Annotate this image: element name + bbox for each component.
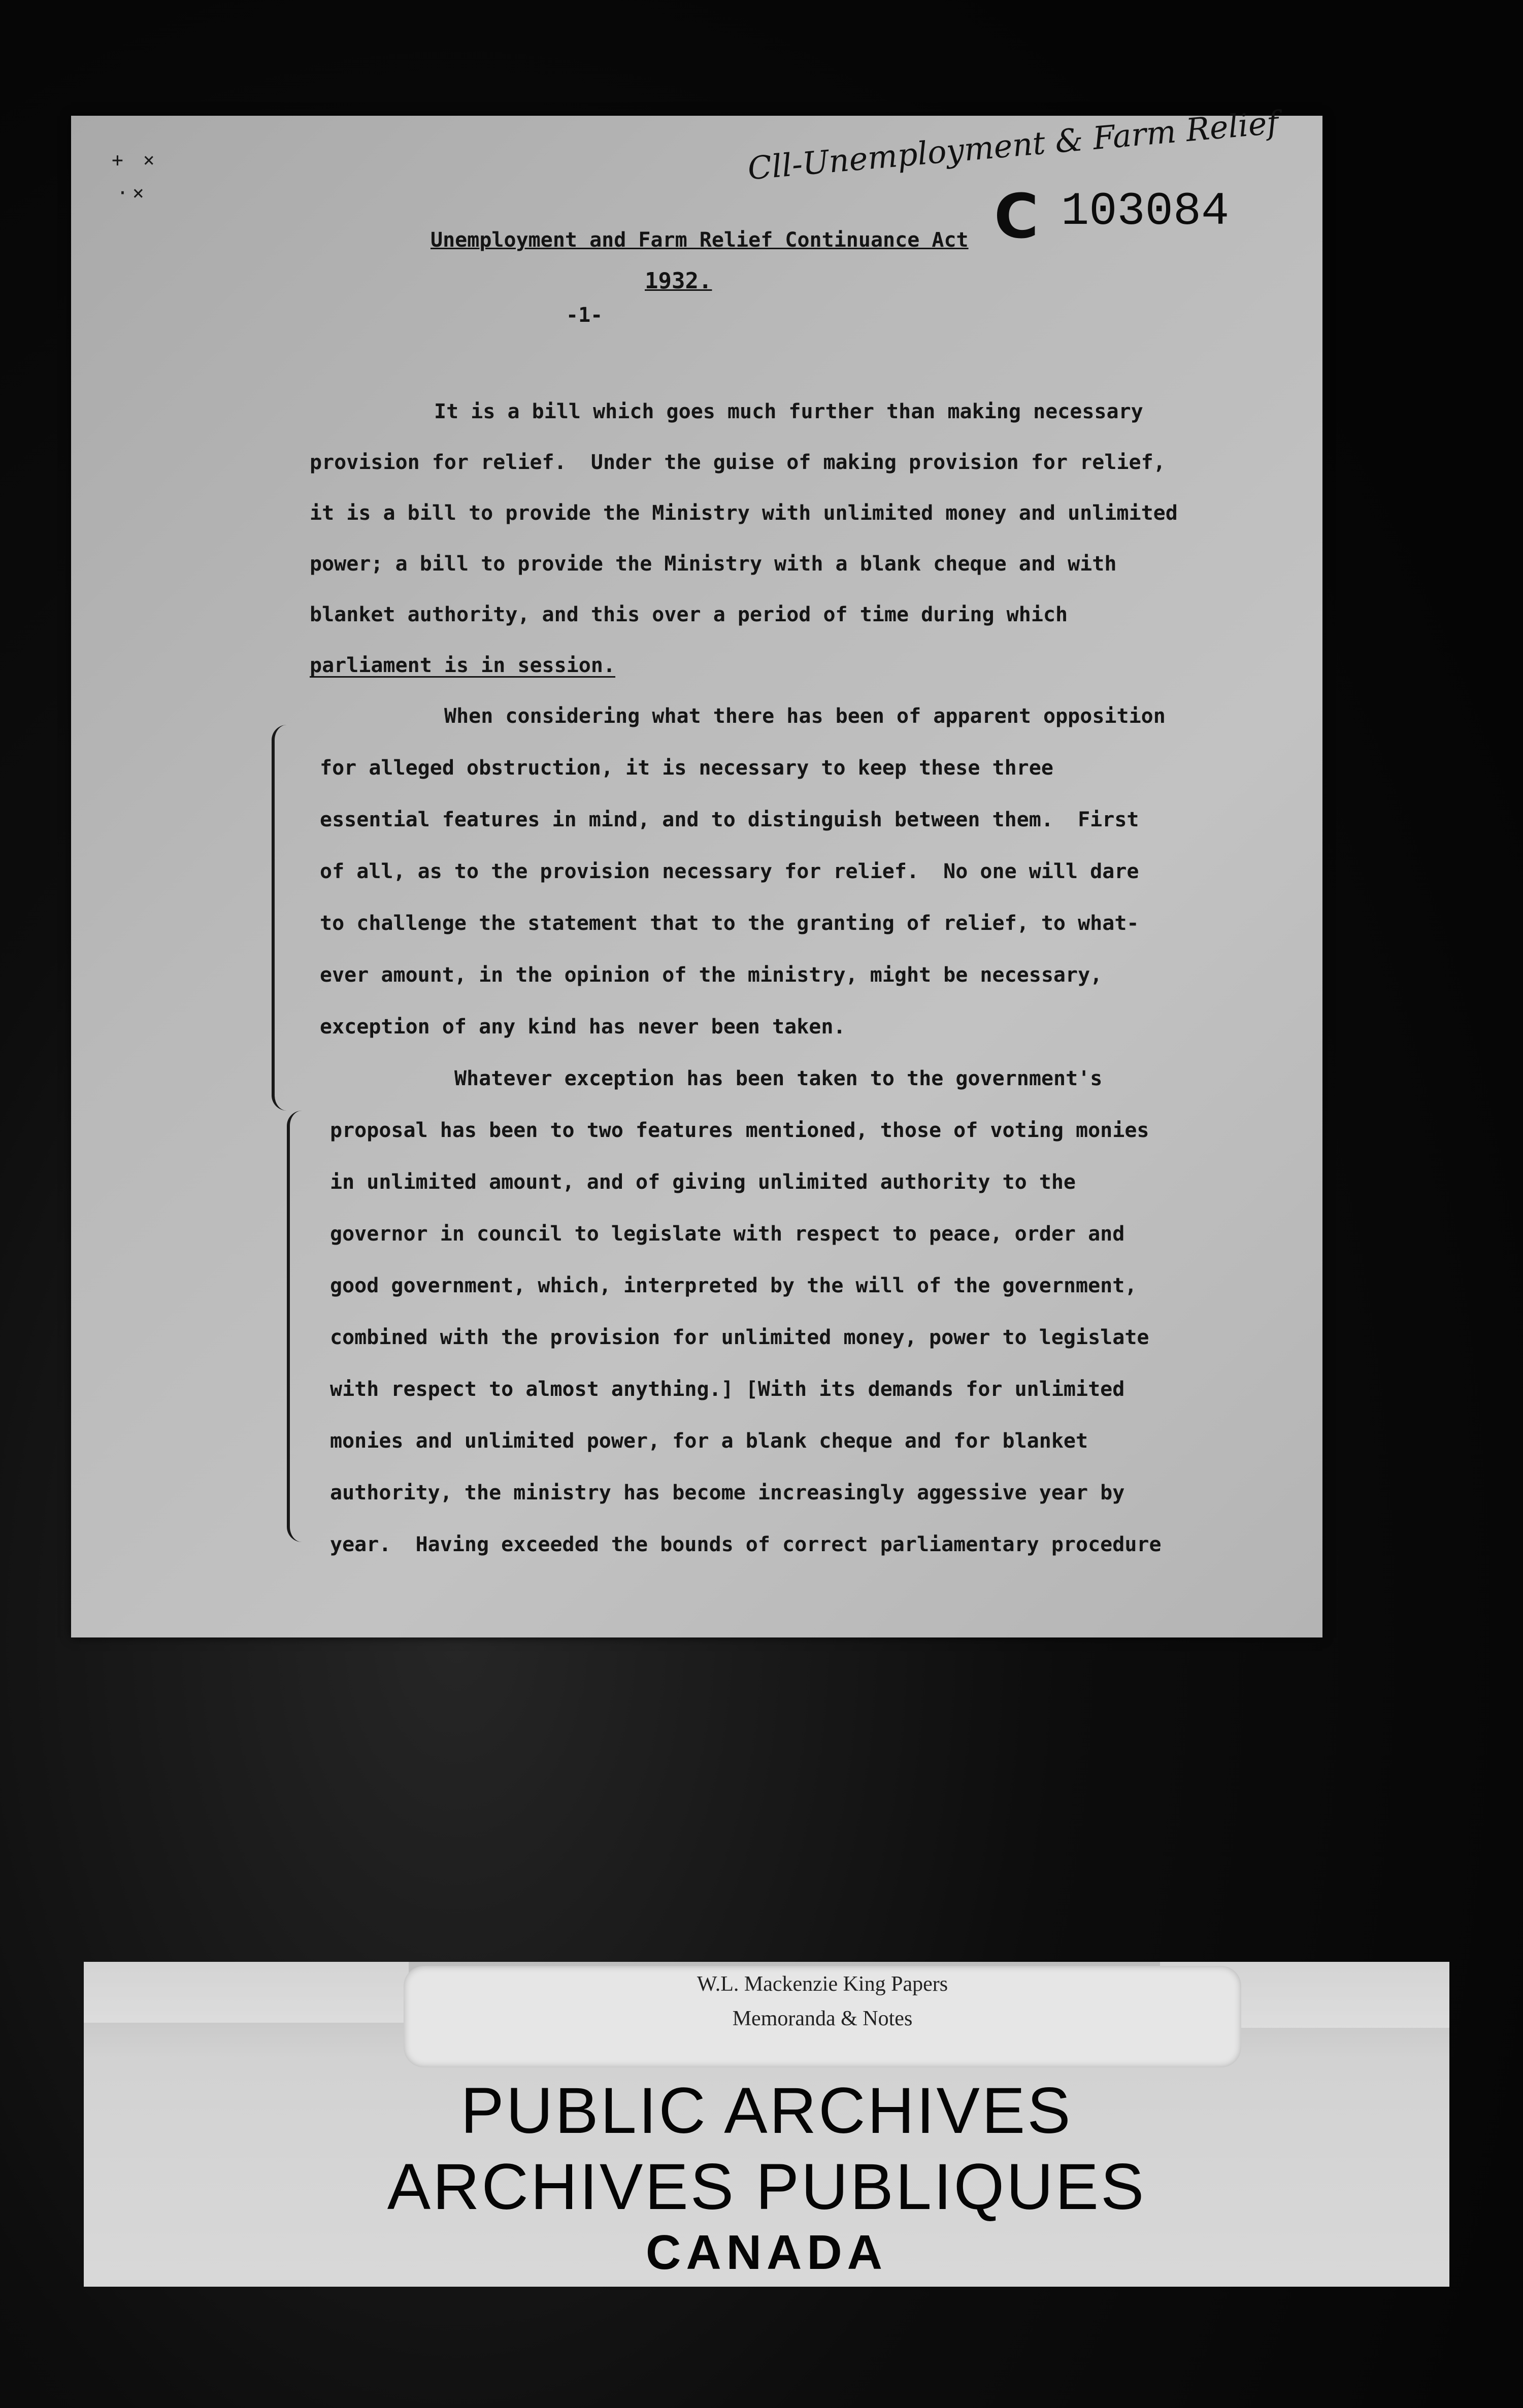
text-line: proposal has been to two features mentioned, those of voting monies	[330, 1119, 1149, 1142]
collection-name: W.L. Mackenzie King Papers	[697, 1972, 948, 1996]
text-line: power; a bill to provide the Ministry with a blank cheque and with	[310, 552, 1117, 576]
archive-heading-en: PUBLIC ARCHIVES	[460, 2075, 1073, 2147]
text-line: of all, as to the provision necessary for relief. No one will dare	[320, 860, 1139, 883]
margin-bracket	[272, 725, 295, 1111]
archive-heading-fr: ARCHIVES PUBLIQUES	[387, 2151, 1146, 2223]
collection-series: Memoranda & Notes	[732, 2007, 913, 2030]
document-title: Unemployment and Farm Relief Continuance Act	[431, 228, 969, 252]
text-line: Whatever exception has been taken to the government's	[454, 1067, 1103, 1090]
text-line: combined with the provision for unlimited money, power to legislate	[330, 1326, 1149, 1349]
text-line: ever amount, in the opinion of the ministry, might be necessary,	[320, 963, 1103, 987]
text-line: authority, the ministry has become increasingly aggessive year by	[330, 1481, 1125, 1504]
text-line: monies and unlimited power, for a blank cheque and for blanket	[330, 1429, 1088, 1453]
handwritten-note: Cll-Unemployment & Farm Relief	[746, 104, 1280, 187]
text-line: parliament is in session.	[310, 654, 616, 677]
typed-document-page	[71, 104, 1322, 1637]
text-line: When considering what there has been of apparent opposition	[444, 705, 1166, 728]
archive-country: CANADA	[646, 2225, 887, 2280]
punch-mark: + ×	[112, 149, 159, 171]
archive-stamp-number: 103084	[1061, 185, 1230, 238]
document-year: 1932.	[645, 268, 712, 294]
collection-label	[404, 1966, 1241, 2067]
text-line: year. Having exceeded the bounds of correct parliamentary procedure	[330, 1533, 1162, 1556]
text-line: blanket authority, and this over a period of time during which	[310, 603, 1068, 626]
text-line: for alleged obstruction, it is necessary to keep these three	[320, 756, 1053, 780]
text-line: exception of any kind has never been taken.	[320, 1015, 846, 1039]
text-line: governor in council to legislate with respect to peace, order and	[330, 1222, 1125, 1246]
text-line: provision for relief. Under the guise of making provision for relief,	[310, 451, 1166, 474]
page-number: -1-	[566, 304, 603, 327]
margin-bracket	[287, 1111, 310, 1542]
text-line: essential features in mind, and to distinguish between them. First	[320, 808, 1139, 831]
text-line: It is a bill which goes much further than making necessary	[434, 400, 1143, 423]
tape-strip	[84, 1962, 409, 2023]
archive-card	[84, 1962, 1449, 2287]
text-line: with respect to almost anything.] [With its demands for unlimited	[330, 1378, 1125, 1401]
text-line: it is a bill to provide the Ministry with unlimited money and unlimited	[310, 501, 1178, 525]
archive-stamp-letter: C	[994, 182, 1039, 252]
text-line: to challenge the statement that to the granting of relief, to what-	[320, 912, 1139, 935]
punch-mark: ·×	[117, 182, 148, 204]
text-line: in unlimited amount, and of giving unlimited authority to the	[330, 1170, 1076, 1194]
text-line: good government, which, interpreted by the will of the government,	[330, 1274, 1137, 1297]
